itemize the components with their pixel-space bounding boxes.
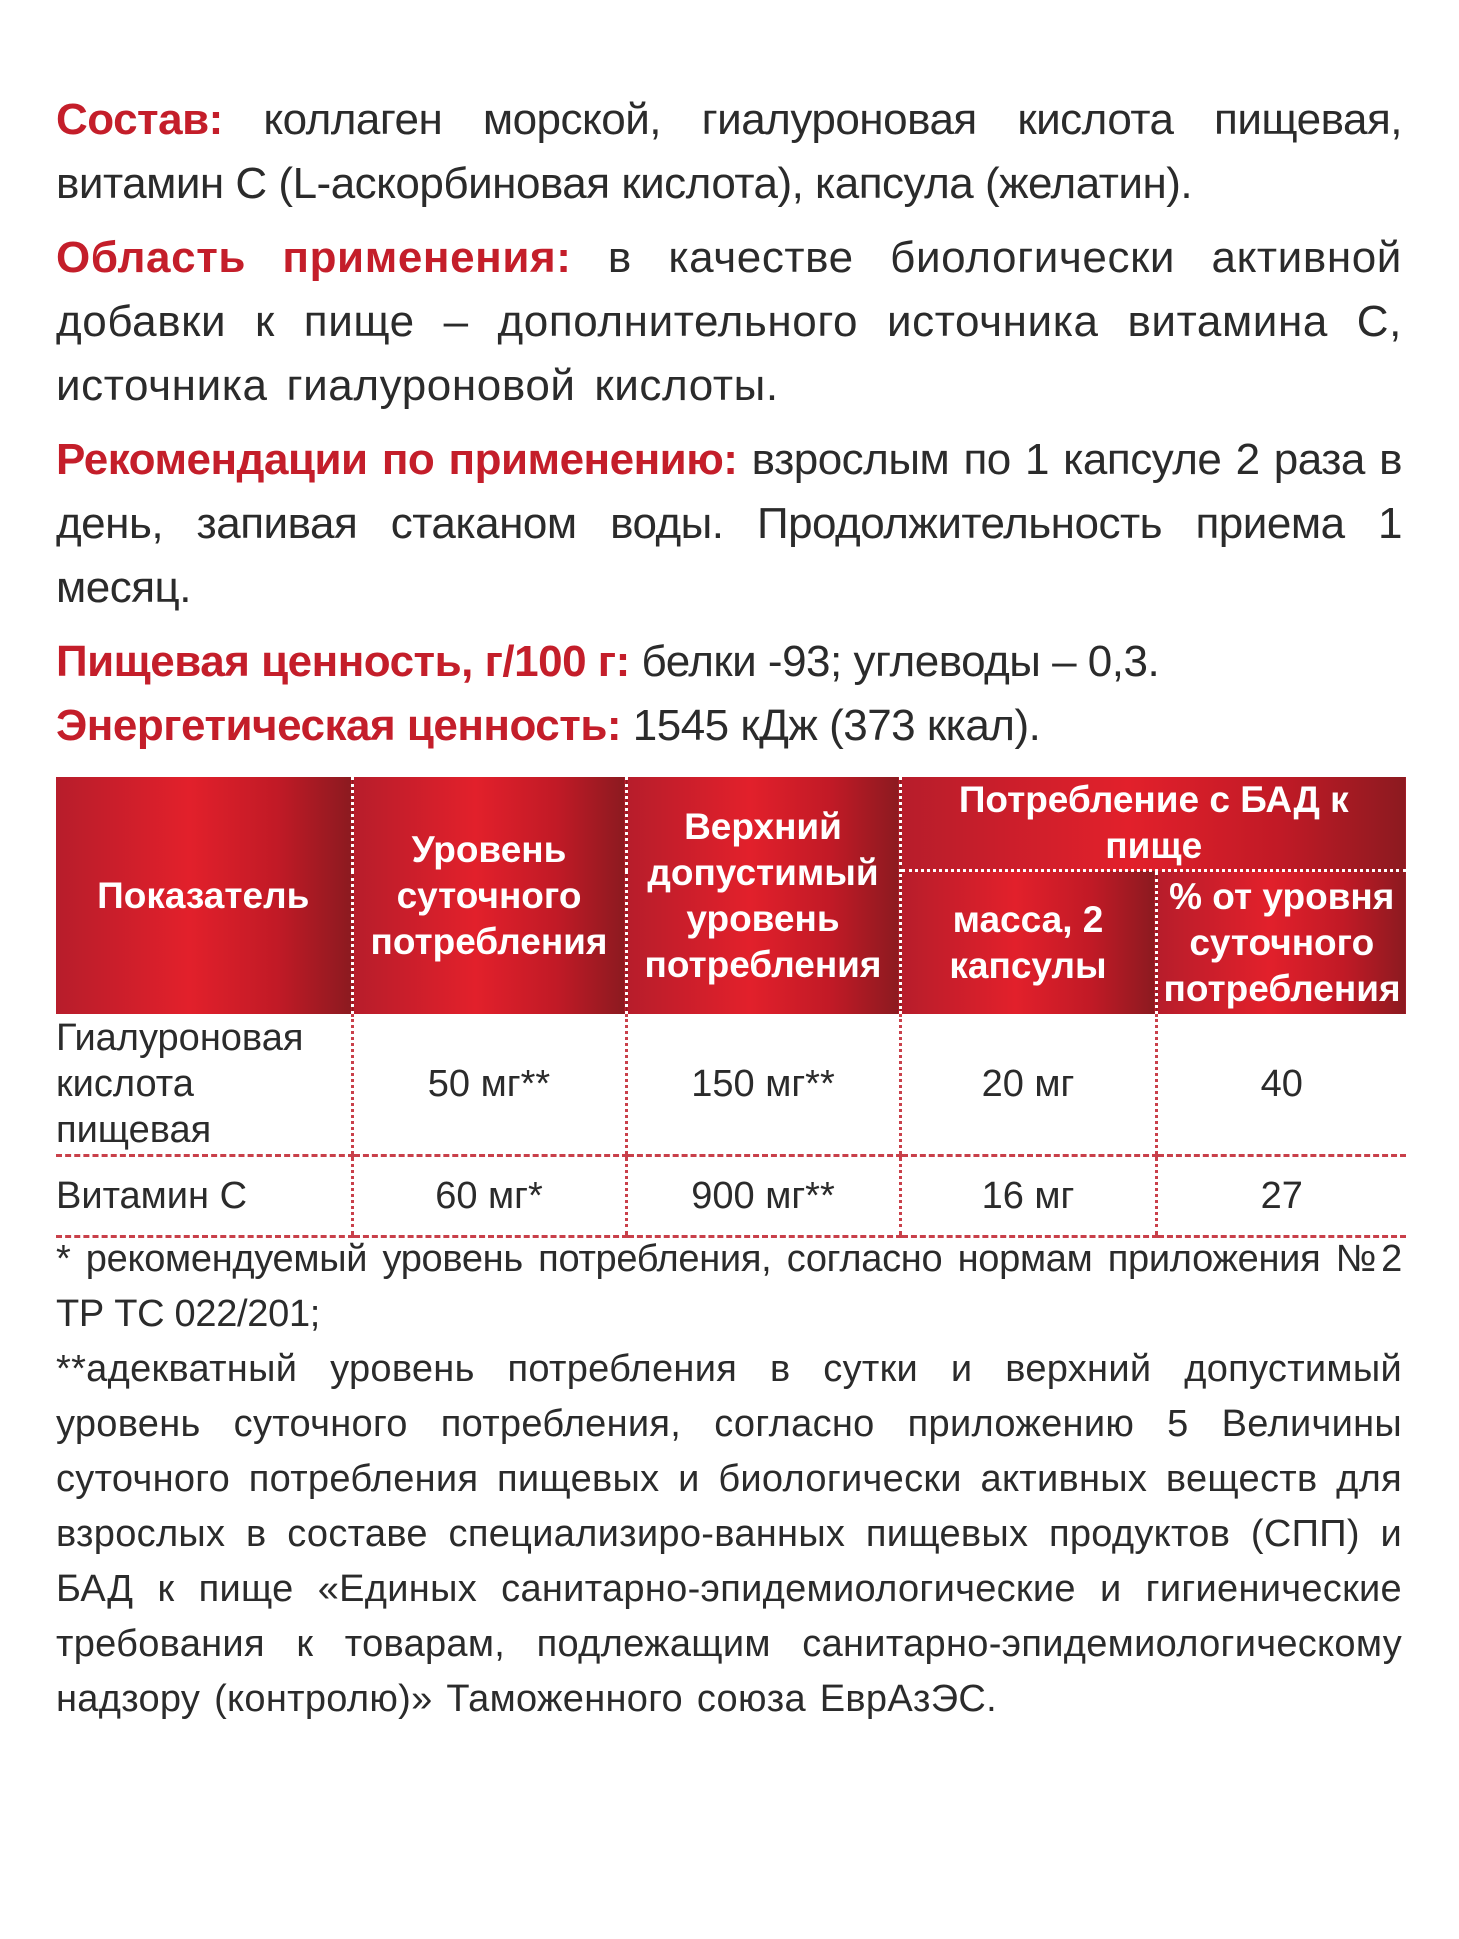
footnote-one: * рекомендуемый уровень потребления, согласно нормам приложения №2 ТР ТС 022/201; bbox=[56, 1238, 1402, 1335]
row-name: Гиалуроновая кислота пищевая bbox=[56, 1014, 352, 1156]
row-daily: 60 мг* bbox=[352, 1156, 626, 1237]
row-mass: 16 мг bbox=[900, 1156, 1156, 1237]
header-percent: % от уровня суточного потребления bbox=[1156, 871, 1406, 1015]
row-daily: 50 мг** bbox=[352, 1014, 626, 1156]
table-row bbox=[56, 1014, 1406, 1156]
row-upper: 150 мг** bbox=[626, 1014, 900, 1156]
usage-area-paragraph bbox=[56, 226, 1402, 418]
footnote-two: **адекватный уровень потребления в сутки и верхний допустимый уровень суточного потребления, согласно приложению 5 Величины суточного потребления пищевых и биологически активных веществ для взрослых в составе специализиро-ванных пищевых продуктов (СПП) и БАД к пище «Единых санитарно-эпидемиологические и гигиенические требования к товарам, подлежащим санитарно-эпидемиологическому надзору (контролю)» Таможенного союза ЕврАзЭС. bbox=[56, 1348, 1402, 1720]
row-percent: 27 bbox=[1156, 1156, 1406, 1237]
table-header bbox=[56, 777, 1406, 1014]
recommendations-text: взрослым по 1 капсуле 2 раза в день, запивая стаканом воды. Продолжительность приема 1 месяц. bbox=[56, 435, 1403, 612]
row-name: Витамин С bbox=[56, 1156, 352, 1237]
footnotes bbox=[56, 1232, 1402, 1727]
composition-paragraph bbox=[56, 88, 1402, 216]
header-upper-level: Верхний допустимый уровень потребления bbox=[626, 777, 900, 1014]
table-row bbox=[56, 1156, 1406, 1237]
row-percent: 40 bbox=[1156, 1014, 1406, 1156]
energy-paragraph bbox=[56, 694, 1402, 758]
usage-area-text: в качестве биологически активной добавки к пище – дополнительного источника витамина С, источника гиалуроновой кислоты. bbox=[56, 233, 1402, 410]
composition-label: Состав: bbox=[56, 95, 223, 144]
header-daily-level: Уровень суточного потребления bbox=[352, 777, 626, 1014]
row-mass: 20 мг bbox=[900, 1014, 1156, 1156]
product-info bbox=[56, 88, 1402, 758]
recommendations-label: Рекомендации по применению: bbox=[56, 435, 738, 484]
composition-text: коллаген морской, гиалуроновая кислота пищевая, витамин С (L-аскорбиновая кислота), капсула (желатин). bbox=[56, 95, 1402, 208]
header-consumption-group: Потребление с БАД к пище bbox=[900, 777, 1406, 871]
nutrition-text: белки -93; углеводы – 0,3. bbox=[629, 637, 1160, 686]
row-upper: 900 мг** bbox=[626, 1156, 900, 1237]
nutrition-label: Пищевая ценность, г/100 г: bbox=[56, 637, 630, 686]
energy-text: 1545 кДж (373 ккал). bbox=[621, 701, 1041, 750]
usage-area-label: Область применения: bbox=[56, 233, 572, 282]
nutrition-table bbox=[56, 777, 1406, 1238]
nutrition-paragraph bbox=[56, 630, 1402, 694]
recommendations-paragraph bbox=[56, 428, 1402, 620]
energy-label: Энергетическая ценность: bbox=[56, 701, 622, 750]
header-indicator: Показатель bbox=[56, 777, 352, 1014]
header-mass: масса, 2 капсулы bbox=[900, 871, 1156, 1015]
